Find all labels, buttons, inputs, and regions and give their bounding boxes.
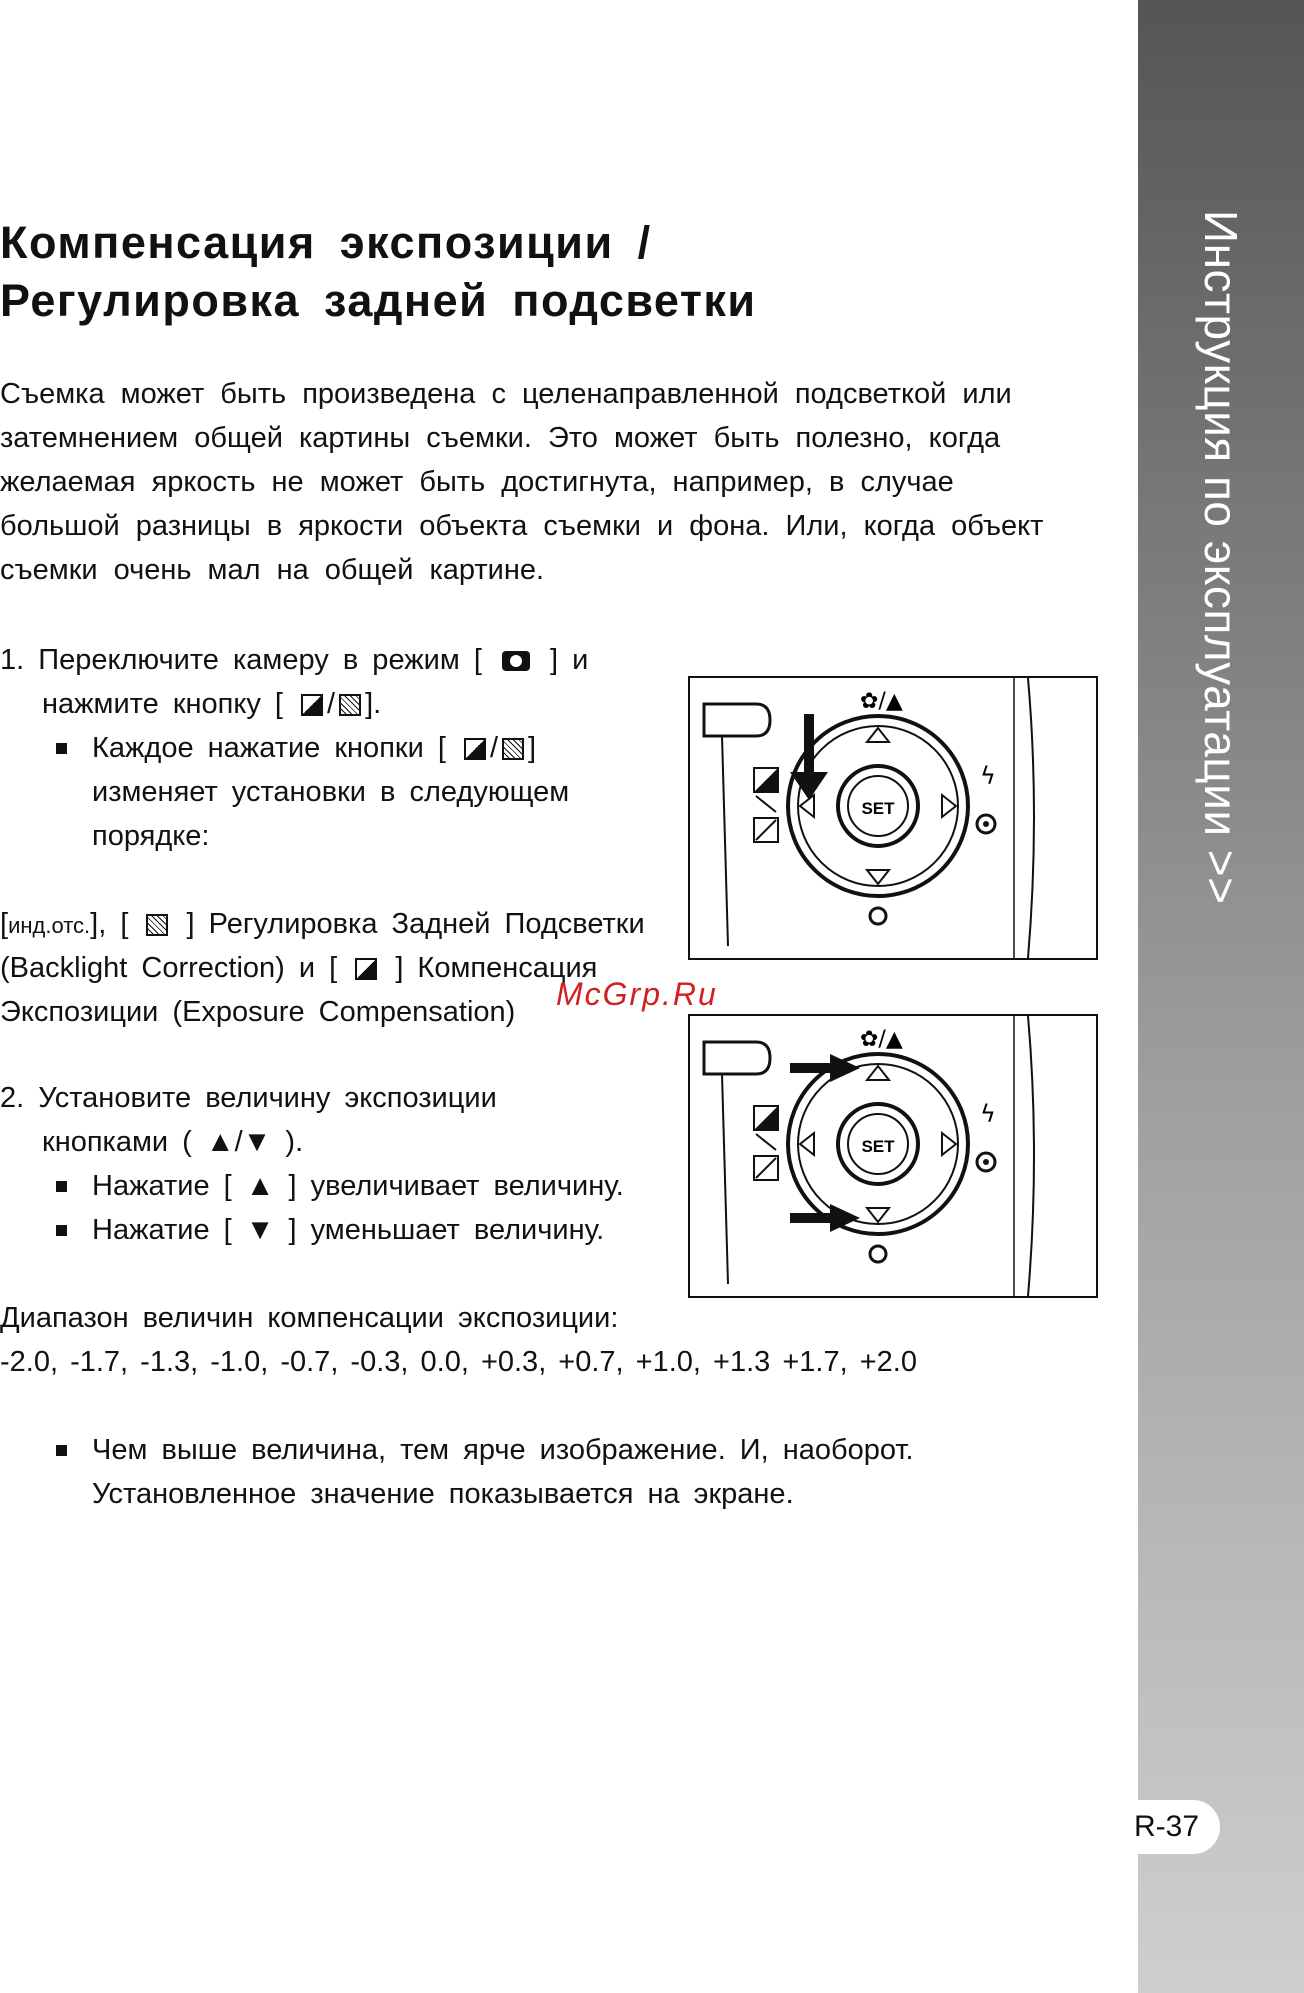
step1-line-1: 1. Переключите камеру в режим [ ] и <box>0 644 589 676</box>
step1-sub-line-3: порядке: <box>92 820 210 852</box>
title-line-2: Регулировка задней подсветки <box>0 275 757 326</box>
macro-landscape-icon: ✿/▲ <box>860 689 903 714</box>
intro-paragraph <box>0 372 1120 592</box>
page-number: R-37 <box>1126 1800 1220 1854</box>
pointer-arrow-down <box>790 1213 834 1223</box>
step1-sub-line-1: Каждое нажатие кнопки [ / ] <box>92 726 536 770</box>
intro-line: желаемая яркость не может быть достигнута, например, в случае <box>0 466 954 498</box>
no-indicator-label: инд.отс. <box>8 913 91 938</box>
step2-line-1: 2. Установите величину экспозиции <box>0 1082 497 1114</box>
bullet <box>56 1225 67 1236</box>
page-title <box>0 214 757 330</box>
note-line-1: Чем выше величина, тем ярче изображение. И, наоборот. <box>92 1428 914 1472</box>
camera-mode-icon <box>502 651 530 671</box>
step1-line-2: нажмите кнопку [ / ]. <box>42 688 382 720</box>
down-arrow-icon: ▼ <box>245 1214 275 1246</box>
flash-icon: ϟ <box>980 762 996 790</box>
range-values: -2.0, -1.7, -1.3, -1.0, -0.7, -0.3, 0.0, +0.3, +0.7, +1.0, +1.3 +1.7, +2.0 <box>0 1346 917 1378</box>
step1-sub-line-2: изменяет установки в следующем <box>92 776 570 808</box>
set-label: SET <box>861 1137 895 1156</box>
step2-increase: Нажатие [ ▲ ] увеличивает величину. <box>92 1164 624 1208</box>
note-line-2: Установленное значение показывается на экране. <box>92 1478 794 1510</box>
exposure-icon <box>464 738 486 760</box>
backlight-icon <box>146 914 168 936</box>
camera-dial-figure-1 <box>688 676 1098 960</box>
step2-decrease: Нажатие [ ▼ ] уменьшает величину. <box>92 1208 604 1252</box>
order-line-1: [инд.отс.], [ ] Регулировка Задней Подсветки <box>0 908 645 940</box>
order-line-3: Экспозиции (Exposure Compensation) <box>0 996 516 1028</box>
macro-landscape-icon: ✿/▲ <box>860 1027 903 1052</box>
bullet <box>56 743 67 754</box>
range-label: Диапазон величин компенсации экспозиции: <box>0 1302 619 1334</box>
backlight-icon <box>339 694 361 716</box>
bullet <box>56 1445 67 1456</box>
flash-icon: ϟ <box>980 1100 996 1128</box>
intro-line: большой разницы в яркости объекта съемки и фона. Или, когда объект <box>0 510 1044 542</box>
intro-line: затемнением общей картины съемки. Это может быть полезно, когда <box>0 422 1001 454</box>
intro-line: съемки очень мал на общей картине. <box>0 554 545 586</box>
self-timer-icon <box>870 1246 886 1262</box>
title-line-1: Компенсация экспозиции / <box>0 217 652 268</box>
pointer-arrow <box>804 714 814 776</box>
exposure-icon <box>355 958 377 980</box>
exposure-icon <box>301 694 323 716</box>
self-timer-icon <box>870 908 886 924</box>
sidebar-title: Инструкция по эксплуатации >> <box>1195 210 1247 905</box>
set-label: SET <box>861 799 895 818</box>
intro-line: Съемка может быть произведена с целенаправленной подсветкой или <box>0 378 1012 410</box>
pointer-arrow-up <box>790 1063 834 1073</box>
camera-dial-figure-2 <box>688 1014 1098 1298</box>
watermark: McGrp.Ru <box>556 976 718 1012</box>
order-line-2: (Backlight Correction) и [ ] Компенсация <box>0 952 598 984</box>
backlight-icon <box>502 738 524 760</box>
step2-line-2: кнопками ( ▲/▼ ). <box>42 1126 304 1158</box>
up-arrow-icon: ▲ <box>245 1170 275 1202</box>
bullet <box>56 1181 67 1192</box>
